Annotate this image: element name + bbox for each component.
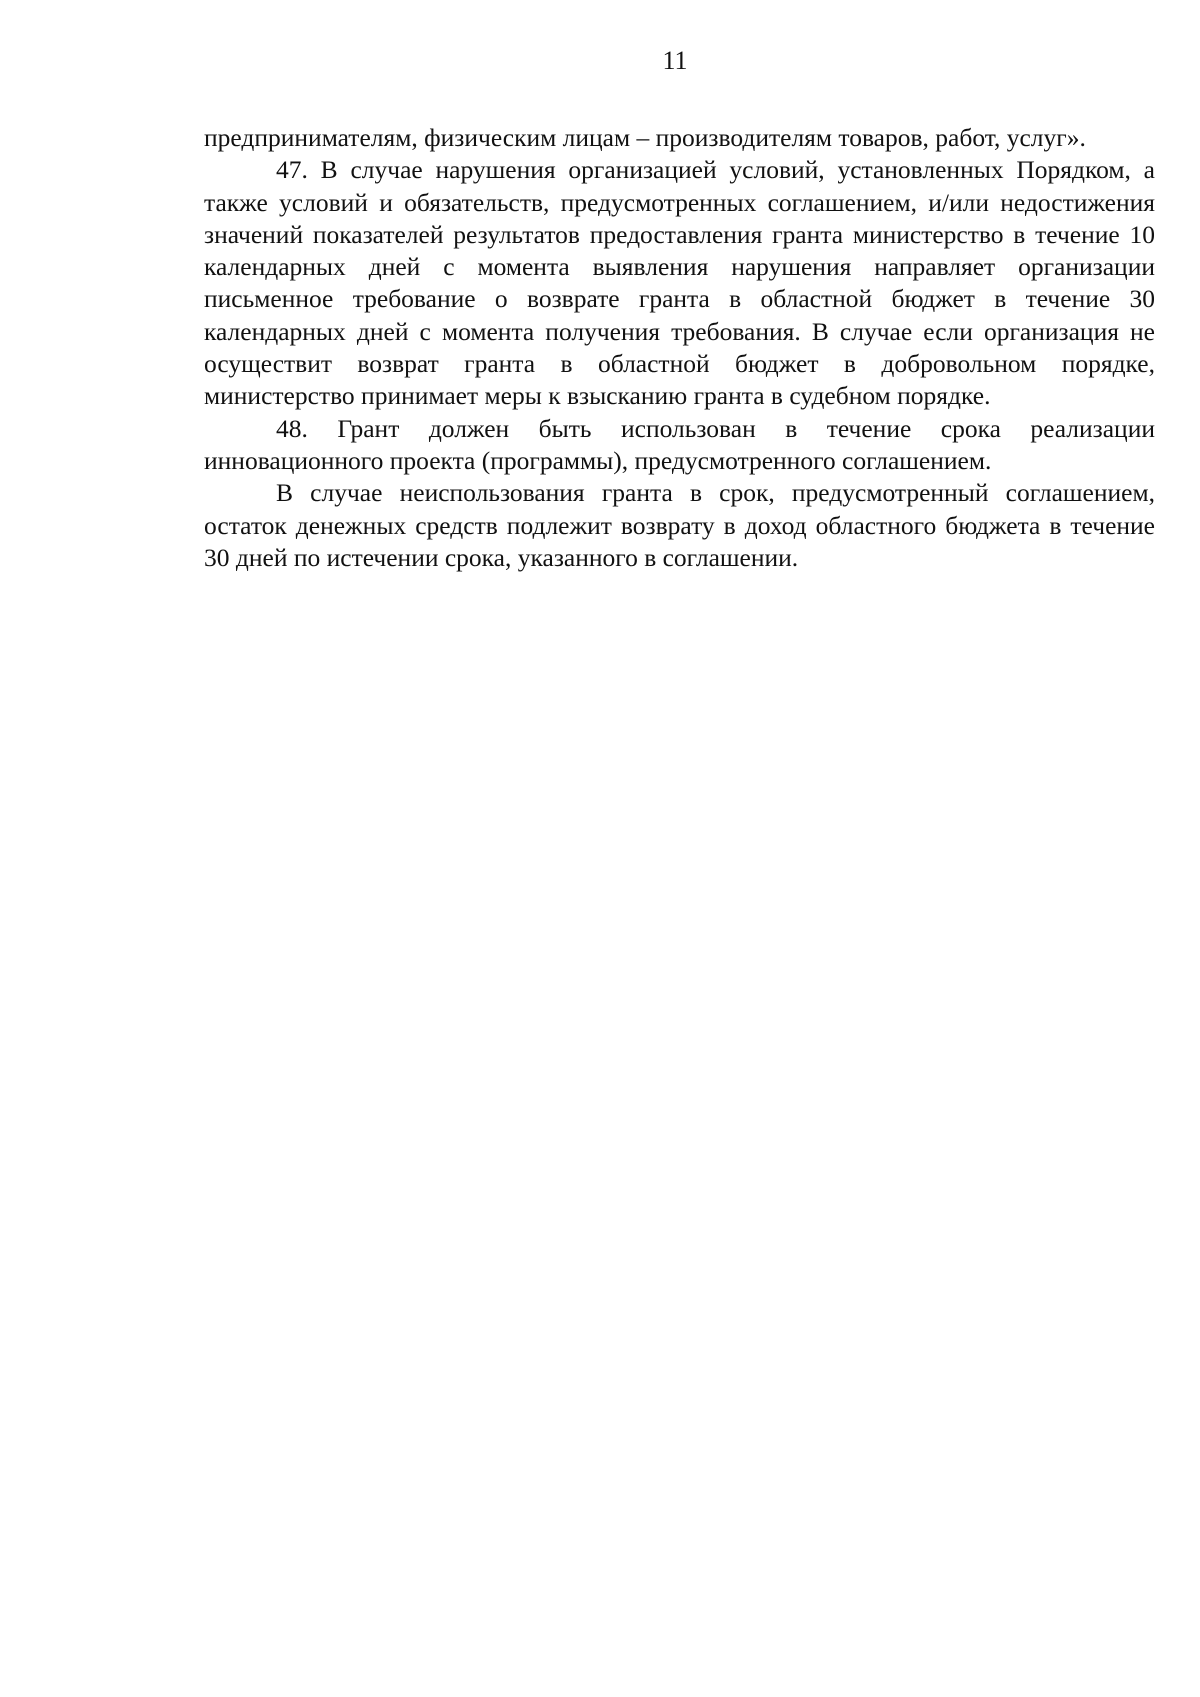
paragraph-continuation: предпринимателям, физическим лицам – производителям товаров, работ, услуг». bbox=[204, 123, 1086, 152]
document-body bbox=[204, 122, 1155, 574]
paragraph-48: 48. Грант должен быть использован в течение срока реализации инновационного проекта (программы), предусмотренного соглашением. bbox=[204, 413, 1155, 475]
paragraph-47: 47. В случае нарушения организацией условий, установленных Порядком, а также условий и обязательств, предусмотренных соглашением, и/или недостижения значений показателей результатов предоставления гранта министерство в течение 10 календарных дней с момента выявления нарушения направляет организации письменное требование о возврате гранта в областной бюджет в течение 30 календарных дней с момента получения требования. В случае если организация не осуществит возврат гранта в областной бюджет в добровольном порядке, министерство принимает меры к взысканию гранта в судебном порядке. bbox=[204, 155, 1155, 411]
paragraph-48-continuation: В случае неиспользования гранта в срок, предусмотренный соглашением, остаток денежных средств подлежит возврату в доход областного бюджета в течение 30 дней по истечении срока, указанного в соглашении. bbox=[204, 478, 1155, 572]
page-number: 11 bbox=[662, 46, 688, 75]
